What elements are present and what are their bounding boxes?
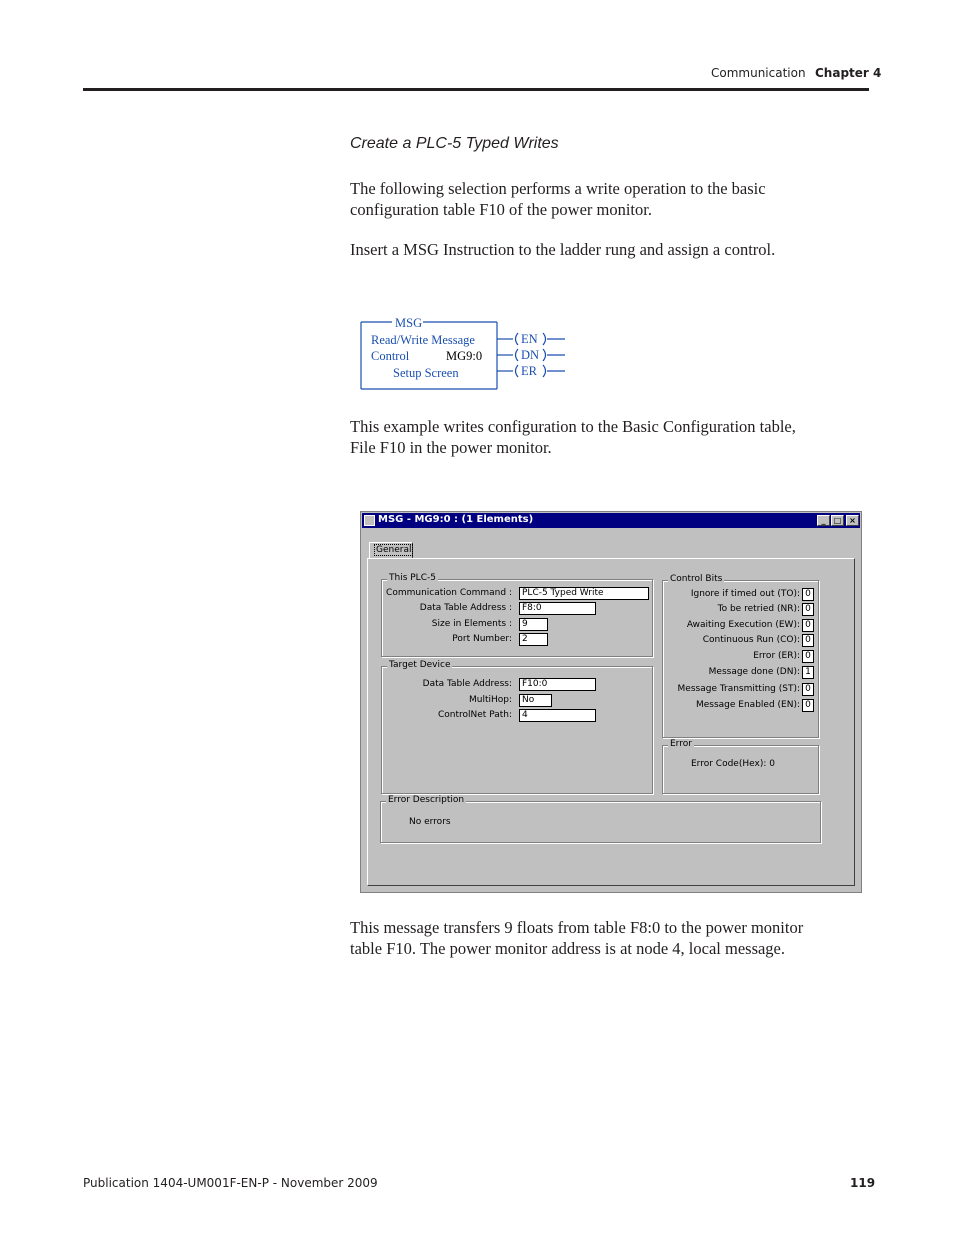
bit-dn-label: Message done (DN): bbox=[708, 667, 800, 677]
sub-heading: Create a PLC-5 Typed Writes bbox=[350, 135, 559, 152]
control-bits-group bbox=[662, 574, 819, 738]
target-device-group bbox=[381, 660, 653, 794]
comm-command-label: Communication Command : bbox=[386, 588, 512, 598]
footer-publication: Publication 1404-UM001F-EN-P - November 2009 bbox=[83, 1176, 378, 1190]
paragraph-4-line-1: This message transfers 9 floats from table F8:0 to the power monitor bbox=[350, 918, 804, 937]
msg-instruction-svg bbox=[360, 313, 570, 393]
header-chapter: Chapter 4 bbox=[815, 66, 882, 80]
multihop-field[interactable]: No bbox=[519, 694, 552, 707]
msg-title: MSG bbox=[395, 316, 423, 330]
paragraph-3 bbox=[350, 416, 796, 458]
paragraph-4 bbox=[350, 917, 803, 959]
data-table-address-label: Data Table Address : bbox=[419, 603, 512, 613]
window-app-icon[interactable] bbox=[364, 515, 375, 526]
error-description-group bbox=[380, 795, 821, 843]
error-legend: Error bbox=[670, 739, 692, 749]
minimize-button[interactable]: _ bbox=[817, 515, 830, 526]
tab-general-label: General bbox=[376, 545, 412, 555]
bit-nr-value[interactable]: 0 bbox=[802, 603, 814, 616]
port-number-field[interactable]: 2 bbox=[519, 633, 548, 646]
msg-output-en: EN bbox=[521, 332, 538, 346]
bit-dn-value[interactable]: 1 bbox=[802, 666, 814, 679]
bit-st-label: Message Transmitting (ST): bbox=[677, 684, 800, 694]
data-table-address-field[interactable]: F8:0 bbox=[519, 602, 596, 615]
msg-output-er: ER bbox=[521, 364, 537, 378]
bit-nr-label: To be retried (NR): bbox=[717, 604, 800, 614]
bit-ew-label: Awaiting Execution (EW): bbox=[686, 620, 800, 630]
bit-st-value[interactable]: 0 bbox=[802, 683, 814, 696]
bit-en-value[interactable]: 0 bbox=[802, 699, 814, 712]
target-address-label: Data Table Address: bbox=[422, 679, 512, 689]
bit-er-value[interactable]: 0 bbox=[802, 650, 814, 663]
bit-co-label: Continuous Run (CO): bbox=[702, 635, 800, 645]
target-device-legend: Target Device bbox=[389, 660, 451, 670]
error-description-legend: Error Description bbox=[388, 795, 465, 805]
bit-ew-value[interactable]: 0 bbox=[802, 619, 814, 632]
bit-er-label: Error (ER): bbox=[753, 651, 800, 661]
control-bits-legend: Control Bits bbox=[670, 574, 723, 584]
paragraph-3-line-1: This example writes configuration to the Basic Configuration table, bbox=[350, 417, 796, 436]
msg-control-label: Control bbox=[371, 349, 410, 363]
msg-line-1: Read/Write Message bbox=[371, 333, 475, 347]
error-code-label-text: Error Code(Hex): bbox=[691, 759, 770, 769]
paragraph-1-line-1: The following selection performs a write operation to the basic bbox=[350, 179, 766, 198]
paragraph-1-line-2: configuration table F10 of the power monitor. bbox=[350, 200, 652, 219]
comm-command-field[interactable]: PLC-5 Typed Write bbox=[519, 587, 649, 600]
page-number: 119 bbox=[850, 1176, 876, 1190]
multihop-label: MultiHop: bbox=[468, 695, 512, 705]
controlnet-path-label: ControlNet Path: bbox=[438, 710, 512, 720]
paragraph-4-line-2: table F10. The power monitor address is at node 4, local message. bbox=[350, 939, 786, 958]
dialog-title: MSG - MG9:0 : (1 Elements) bbox=[378, 514, 534, 525]
bit-to-label: Ignore if timed out (TO): bbox=[690, 589, 800, 599]
error-description-text: No errors bbox=[409, 817, 451, 827]
size-in-elements-label: Size in Elements : bbox=[431, 619, 512, 629]
paragraph-2: Insert a MSG Instruction to the ladder rung and assign a control. bbox=[350, 240, 776, 259]
header-section: Communication bbox=[711, 66, 806, 80]
msg-setup-dialog bbox=[360, 511, 862, 893]
error-group bbox=[662, 739, 819, 794]
bit-en-label: Message Enabled (EN): bbox=[695, 700, 800, 710]
target-address-field[interactable]: F10:0 bbox=[519, 678, 596, 691]
this-plc-legend: This PLC-5 bbox=[389, 573, 436, 583]
msg-line-3: Setup Screen bbox=[393, 366, 459, 380]
bit-to-value[interactable]: 0 bbox=[802, 588, 814, 601]
size-in-elements-field[interactable]: 9 bbox=[519, 618, 548, 631]
tab-general[interactable] bbox=[369, 542, 413, 558]
msg-control-value: MG9:0 bbox=[446, 349, 483, 363]
close-button[interactable]: × bbox=[846, 515, 859, 526]
paragraph-1 bbox=[350, 178, 766, 220]
general-panel bbox=[367, 558, 855, 886]
paragraph-3-line-2: File F10 in the power monitor. bbox=[350, 438, 552, 457]
msg-output-dn: DN bbox=[521, 348, 540, 362]
header-rule bbox=[83, 88, 869, 91]
error-code-value: 0 bbox=[769, 759, 775, 769]
maximize-button[interactable]: □ bbox=[831, 515, 844, 526]
port-number-label: Port Number: bbox=[452, 634, 512, 644]
controlnet-path-field[interactable]: 4 bbox=[519, 709, 596, 722]
error-code-label bbox=[691, 759, 775, 769]
msg-instruction-diagram bbox=[360, 313, 570, 393]
bit-co-value[interactable]: 0 bbox=[802, 634, 814, 647]
this-plc-group bbox=[381, 573, 653, 657]
dialog-titlebar[interactable] bbox=[362, 513, 860, 528]
